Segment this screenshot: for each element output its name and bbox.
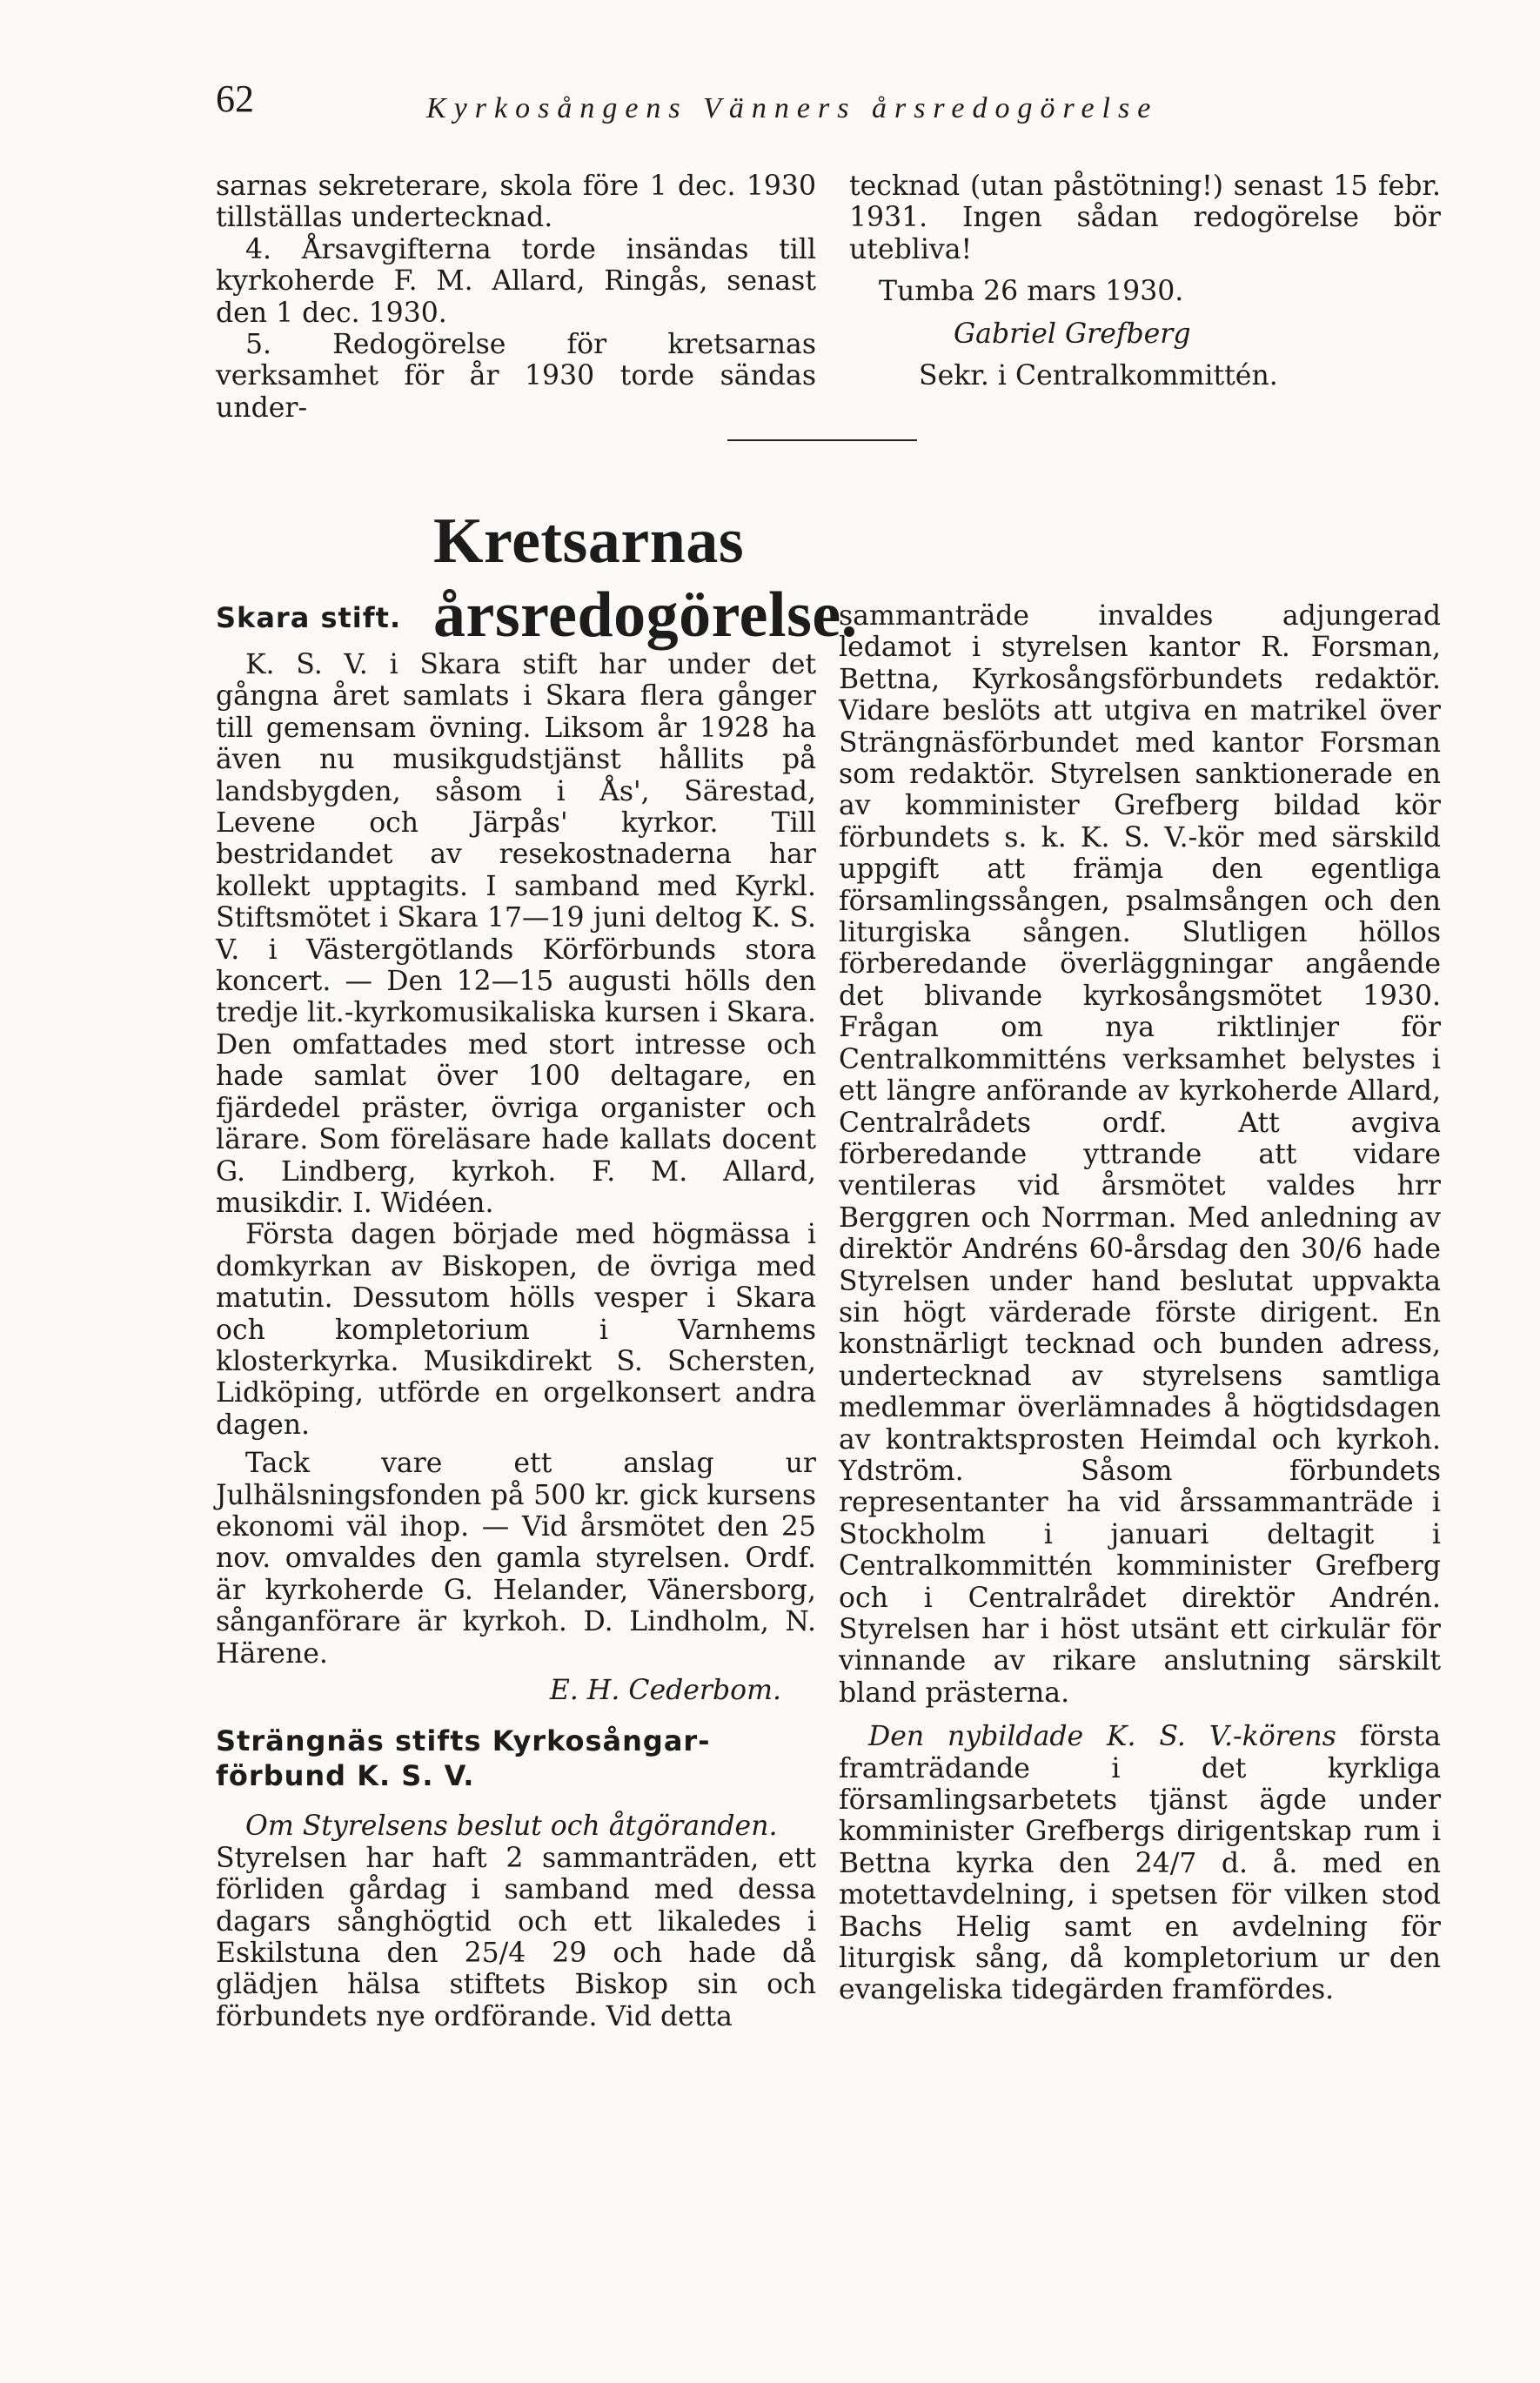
paragraph: Första dagen började med högmässa i domkyrkan av Biskopen, de övriga med matutin. Dessutom hölls vesper i Skara och kompletorium i Varnhems klosterkyrka. Musikdirekt S. Schersten, Lidköping, utförde en orgelkonsert andra dagen. <box>216 1219 816 1441</box>
strangnas-heading <box>216 1724 816 1793</box>
signature-title: Sekr. i Centralkommittén. <box>919 360 1278 392</box>
page-number: 62 <box>216 77 254 120</box>
paragraph: tecknad (utan påstötning!) senast 15 febr. 1931. Ingen sådan redogörelse bör utebliva! <box>849 171 1441 265</box>
paragraph: 4. Årsavgifterna torde insändas till kyrkoherde F. M. Allard, Ringås, senast den 1 dec. 1930. <box>216 233 816 329</box>
paragraph: Tack vare ett anslag ur Julhälsningsfonden på 500 kr. gick kursens ekonomi väl ihop. — Vid årsmötet den 25 nov. omvaldes den gamla styrelsen. Ordf. är kyrkoherde G. Helander, Vänersborg, sånganförare är kyrkoh. D. Lindholm, N. Härene. <box>216 1448 816 1670</box>
top-right-column <box>849 171 1441 392</box>
place-date: Tumba 26 mars 1930. <box>879 276 1184 308</box>
paragraph: Styrelsen har haft 2 sammanträden, ett förliden gårdag i samband med dessa dagars sånghögtid och ett likaledes i Eskilstuna den 25/4 29 och hade då glädjen hälsa stiftets Biskop sin och förbundets nye ordförande. Vid detta <box>216 1842 816 2032</box>
lead-italic: Om Styrelsens beslut och åtgöranden. <box>245 1811 778 1843</box>
signature: E. H. Cederbom. <box>549 1675 781 1706</box>
left-column <box>216 600 816 2032</box>
paragraph: sammanträde invaldes adjungerad ledamot i styrelsen kantor R. Forsman, Bettna, Kyrkosångsförbundets redaktör. Vidare beslöts att utgiva en matrikel över Strängnäsförbundet med kantor Forsman som redaktör. Styrelsen sanktionerade en av komminister Grefberg bildad kör förbundets s. k. K. S. V.-kör med särskild uppgift att främja den egentliga församlingssången, psalmsången och den liturgiska sången. Slutligen höllos förberedande överläggningar angående det blivande kyrkosångsmötet 1930. Frågan om nya riktlinjer för Centralkommitténs verksamhet belystes i ett längre anförande av kyrkoherde Allard, Centralrådets ordf. Att avgiva förberedande yttrande att vidare ventileras vid årsmötet valdes hrr Berggren och Norrman. Med anledning av direktör Andréns 60-årsdag den 30/6 hade Styrelsen under hand beslutat uppvakta sin högt värderade förste dirigent. En konstnärligt tecknad och bunden adress, undertecknad av styrelsens samtliga medlemmar överlämnades å högtidsdagen av kontraktsprosten Heimdal och kyrkoh. Ydström. Såsom förbundets representanter ha vid årssammanträde i Stockholm i januari deltagit i Centralkommittén komminister Grefberg och i Centralrådet direktör Andrén. Styrelsen har i höst utsänt ett cirkulär för vinnande av rikare anslutning särskilt bland prästerna. <box>839 600 1441 1709</box>
top-left-column <box>216 171 816 424</box>
paragraph-text: första framträdande i det kyrkliga församlingsarbetets tjänst ägde under komminister Grefbergs dirigentskap rum i Bettna kyrka den 24/7 d. å. med en motettavdelning, i spetsen för vilken stod Bachs Helig samt en avdelning för liturgisk sång, då kompletorium ur den evangeliska tidegärden framfördes. <box>839 1721 1441 2006</box>
paragraph: sarnas sekreterare, skola före 1 dec. 1930 tillställas undertecknad. <box>216 171 816 234</box>
heading-line: Strängnäs stifts Kyrkosångar- <box>216 1724 711 1758</box>
paragraph <box>839 1721 1441 2006</box>
skara-heading: Skara stift. <box>216 601 402 634</box>
right-column <box>839 600 1441 2006</box>
running-title: Kyrkosångens Vänners årsredogörelse <box>426 92 1159 124</box>
heading-line: förbund K. S. V. <box>216 1759 475 1793</box>
divider <box>727 439 917 441</box>
paragraph: K. S. V. i Skara stift har under det gångna året samlats i Skara flera gånger till gemensam övning. Liksom år 1928 ha även nu musikgudstjänst hållits på landsbygden, såsom i Ås', Särestad, Levene och Järpås' kyrkor. Till bestridandet av resekostnaderna har kollekt upptagits. I samband med Kyrkl. Stiftsmötet i Skara 17—19 juni deltog K. S. V. i Västergötlands Körförbunds stora koncert. — Den 12—15 augusti hölls den tredje lit.-kyrkomusikaliska kursen i Skara. Den omfattades med stort intresse och hade samlat över 100 deltagare, en fjärdedel präster, övriga organister och lärare. Som föreläsare hade kallats docent G. Lindberg, kyrkoh. F. M. Allard, musikdir. I. Widéen. <box>216 649 816 1219</box>
paragraph: 5. Redogörelse för kretsarnas verksamhet för år 1930 torde sändas under- <box>216 329 816 424</box>
section-title: Kretsarnas årsredogörelse. <box>433 505 858 651</box>
italic-lead: Den nybildade K. S. V.-körens <box>868 1721 1336 1753</box>
signature: Gabriel Grefberg <box>954 318 1191 350</box>
